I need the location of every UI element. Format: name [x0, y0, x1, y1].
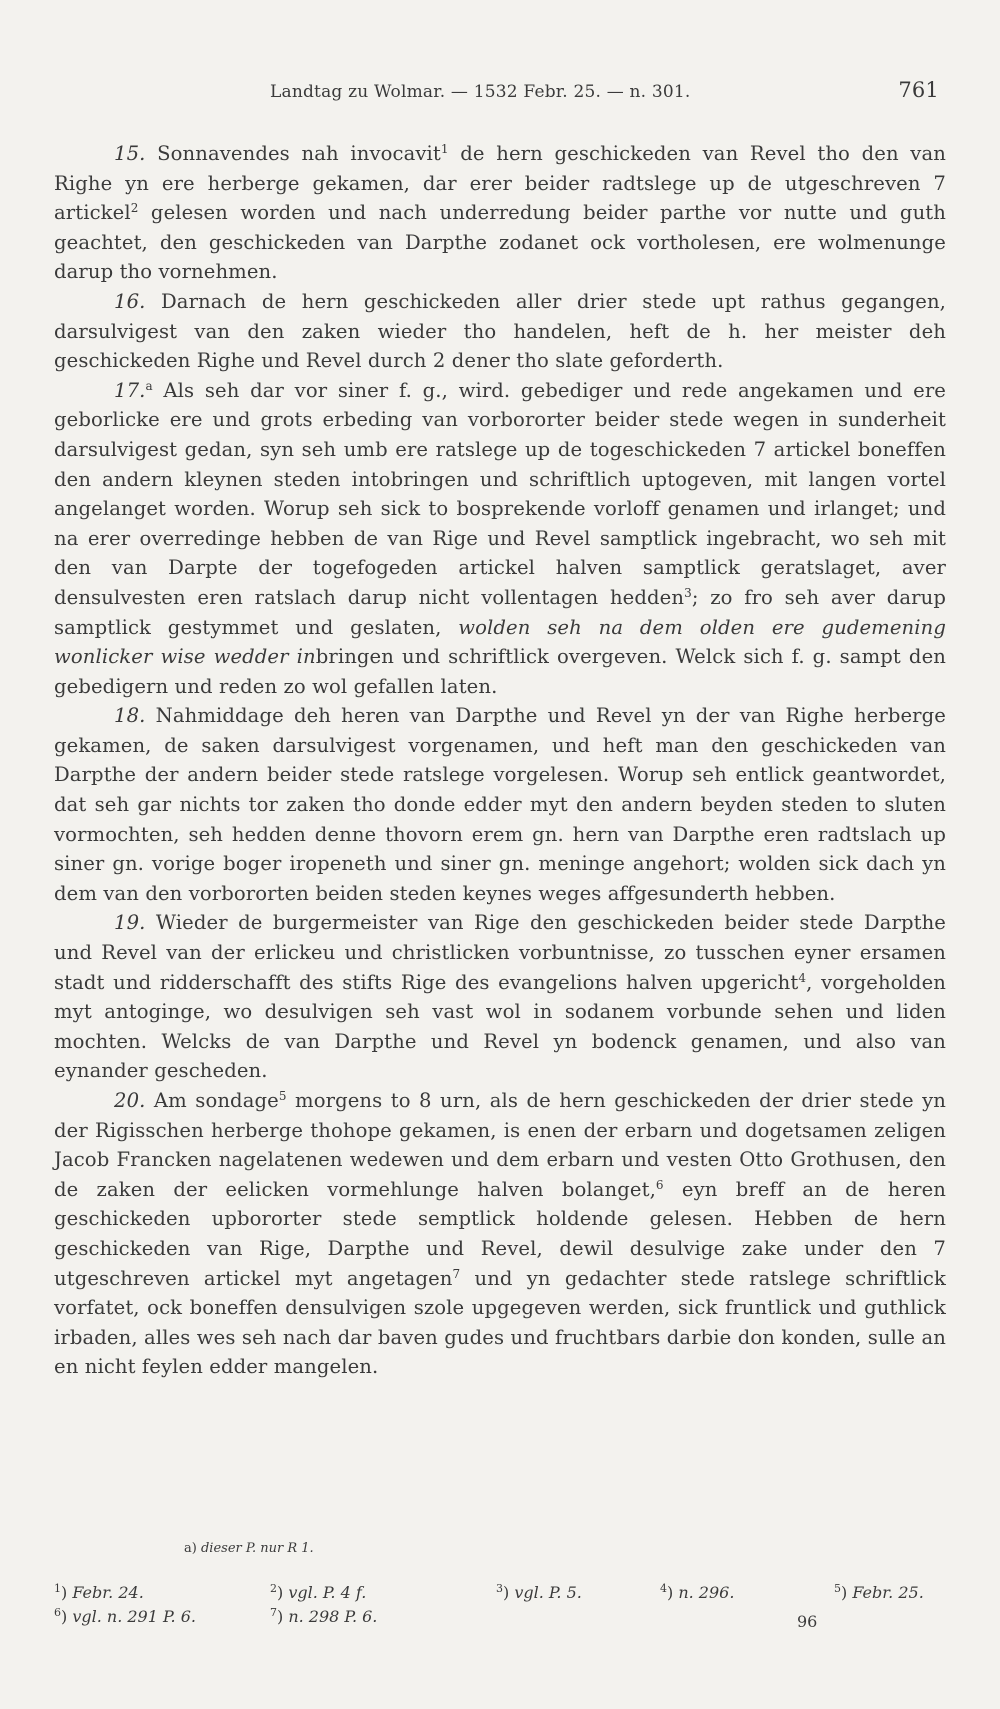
page-number: 761 — [898, 78, 939, 102]
page-header — [55, 76, 945, 106]
paragraph-text: und yn gedachter stede ratslege schriftlick vorfatet, ock boneffen densulvigen szole upgegeven werden, sick fruntlick und guthlick irbaden, alles wes seh nach dar baven gudes und fruchtbars darbie don konden, sulle an en nicht feylen edder mangelen. — [54, 1266, 946, 1379]
footnote-7: $^7$) n. 298 P. 6. — [270, 1606, 378, 1626]
paragraph-number: 17. — [114, 378, 146, 402]
footnote-marker: a — [145, 378, 153, 393]
footnote-marker: 2 — [130, 201, 139, 216]
footnote-a — [184, 1541, 314, 1556]
paragraph-text: bringen und schriftlick overgeven. Welck sich f. g. sampt den gebedigern und reden zo wol gefallen laten. — [54, 645, 946, 698]
signature-mark: 96 — [797, 1612, 818, 1631]
footnote-6: $^6$) vgl. n. 291 P. 6. — [54, 1606, 196, 1626]
footnote-row-1 — [54, 1583, 946, 1607]
paragraph-text: morgens to 8 urn, als de hern geschickeden der drier stede yn der Rigisschen herberge thohope gekamen, is enen der erbarn und dogetsamen zeligen Jacob Francken nagelatenen wedewen und dem erbarn und vesten Otto Grothusen, den de zaken der eelicken vormehlunge halven bolanget, — [54, 1089, 946, 1201]
paragraph-18 — [54, 701, 946, 908]
paragraph-number: 16. — [114, 289, 146, 313]
paragraph-text: Darnach de hern geschickeden aller drier stede upt rathus gegangen, darsulvigest van den zaken wieder tho handelen, heft de h. her meister deh geschickeden Righe und Revel durch 2 dener tho slate geforderth. — [54, 289, 946, 373]
paragraph-17 — [54, 376, 946, 702]
footnote-5: $^5$) Febr. 25. — [834, 1582, 924, 1602]
paragraph-number: 20. — [114, 1089, 146, 1112]
footnote-marker: 4 — [798, 970, 807, 985]
paragraph-number: 18. — [114, 704, 146, 728]
paragraph-text: de hern geschickeden van Revel tho den van Righe yn ere herberge gekamen, dar erer beider radtslege up de utgeschreven 7 artickel — [54, 142, 946, 225]
italic-text: wolden seh na dem olden ere gudemening wonlicker wise wedder in — [54, 615, 946, 669]
paragraph-text: Sonnavendes nah invocavit — [145, 142, 441, 165]
footnote-a-label: a) — [184, 1541, 197, 1556]
paragraph-text: ; zo fro seh aver darup samptlick gestymmet und geslaten, — [54, 585, 946, 639]
footnote-marker: 6 — [655, 1177, 664, 1192]
paragraph-text: , vorgeholden myt antoginge, wo desulvigen seh vast wol in sodanem vorbunde sehen und liden mochten. Welcks de van Darpthe und Revel yn bodenck genamen, und also van eynander gescheden. — [54, 970, 946, 1083]
paragraph-text: Nahmiddage deh heren van Darpthe und Revel yn der van Righe herberge gekamen, de saken darsulvigest vorgenamen, und heft man den geschickeden van Darpthe der andern beider stede ratslege vorgelesen. Worup seh entlick geantwordet, dat seh gar nichts tor zaken tho donde edder myt den andern beyden steden to sluten vormochten, seh hedden denne thovorn erem gn. hern van Darpthe eren radtslach up siner gn. vorige boger iropeneth und siner gn. meninge angehort; wolden sick dach yn dem van den vorbororten beiden steden keynes weges affgesunderth hebben. — [54, 704, 946, 905]
paragraph-number: 19. — [114, 911, 146, 935]
paragraph-20 — [54, 1086, 946, 1382]
footnote-1: $^1$) Febr. 24. — [54, 1582, 144, 1602]
paragraph-number: 15. — [114, 142, 146, 165]
paragraph-19 — [54, 908, 946, 1086]
footnote-marker: 5 — [278, 1089, 287, 1103]
paragraph-text: Wieder de burgermeister van Rige den geschickeden beider stede Darpthe und Revel van der erlickeu und christlicken vorbuntnisse, zo tusschen eyner ersamen stadt und ridderschafft des stifts Rige des evangelions halven upgericht — [54, 911, 946, 994]
paragraph-text: Am sondage — [145, 1089, 279, 1112]
footnote-marker: 1 — [440, 142, 449, 156]
paragraph-text: gelesen worden und nach underredung beider parthe vor nutte und guth geachtet, den geschickeden van Darpthe zodanet ock vortholesen, ere wolmenunge darup tho vornehmen. — [54, 201, 946, 284]
paragraph-text: eyn breff an de heren geschickeden upbororter stede semptlick holdende gelesen. Hebben de hern geschickeden van Rige, Darpthe und Revel, dewil desulvige zake under den 7 utgeschreven artickel myt angetagen — [54, 1177, 947, 1290]
paragraph-16 — [54, 287, 946, 376]
footnote-2: $^2$) vgl. P. 4 f. — [270, 1582, 367, 1602]
running-head: Landtag zu Wolmar. — 1532 Febr. 25. — n. 301. — [270, 82, 691, 102]
main-text — [54, 139, 946, 1382]
footnote-a-text: dieser P. nur R 1. — [200, 1541, 314, 1556]
footnote-marker: 7 — [452, 1266, 461, 1281]
paragraph-text: Als seh dar vor siner f. g., wird. gebediger und rede angekamen und ere geborlicke ere und grots erbeding van vorbororter beider stede wegen in sunderheit darsulvigest gedan, syn seh umb ere ratslege up de togeschickeden 7 artickel boneffen den andern kleynen steden intobringen und schriftlich uptogeven, mit langen vortel angelanget worden. Worup seh sick to bosprekende vorloff genamen und irlanget; und na erer overredinge hebben de van Rige und Revel samptlick ingebracht, wo seh mit den van Darpte der togefogeden artickel halven samptlick geratslaget, aver densulvesten eren ratslach darup nicht vollentagen hedden — [54, 378, 946, 609]
footnote-4: $^4$) n. 296. — [660, 1582, 735, 1602]
footnote-marker: 3 — [684, 585, 692, 600]
footnote-3: $^3$) vgl. P. 5. — [496, 1582, 582, 1602]
paragraph-15 — [54, 139, 946, 287]
